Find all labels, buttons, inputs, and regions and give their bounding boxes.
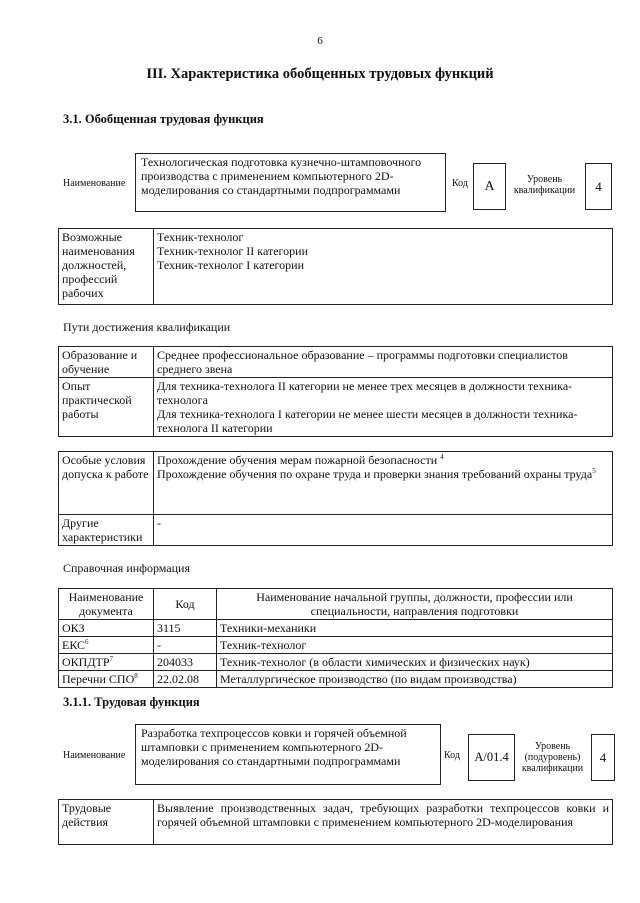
positions-table [58,228,613,305]
section-title: III. Характеристика обобщенных трудовых функций [146,66,494,82]
position-item: Техник-технолог I категории [157,258,304,272]
footnote-ref: 6 [85,638,89,646]
ref-code: 22.02.08 [154,671,217,688]
ref-doc: Перечни СПО [62,672,135,686]
gtf-level-label: Уровень квалификации [513,174,576,196]
tf-level-value: 4 [591,734,615,781]
condition-item: Прохождение обучения по охране труда и проверки знания требований охраны труда$^5$ [157,467,596,481]
ref-doc: ОКЗ [62,621,85,635]
conditions-label: Особые условия допуска к работе [59,452,154,515]
tf-level-label: Уровень (подуровень) квалификации [521,740,584,774]
gtf-name-value: Технологическая подготовка кузнечно-штамповочного производства с применением компьютерного 2D-моделирования со стандартными подпрограммами [135,153,446,212]
education-value: Среднее профессиональное образование – программы подготовки специалистов среднего звена [154,347,613,378]
experience-values [154,378,613,437]
ways-heading: Пути достижения квалификации [63,320,231,334]
ref-col-doc: Наименование документа [59,589,154,620]
ref-code: - [154,637,217,654]
footnote-ref: 8 [134,672,138,680]
condition-item: Прохождение обучения мерам пожарной безопасности $^4$ [157,453,444,467]
positions-values [154,229,613,305]
footnote-ref: 7 [109,655,114,663]
ref-name: Техник-технолог (в области химических и физических наук) [217,654,613,671]
experience-item: Для техника-технолога II категории не менее трех месяцев в должности техника-технолога [157,379,573,407]
position-item: Техник-технолог II категории [157,244,308,258]
ref-col-name: Наименование начальной группы, должности, профессии или специальности, направления подготовки [217,589,613,620]
ref-name: Металлургическое производство (по видам производства) [217,671,613,688]
gtf-level-value: 4 [585,163,612,210]
page-number: 6 [317,35,323,47]
table-row [59,654,613,671]
other-label: Другие характеристики [59,515,154,546]
conditions-values [154,452,613,515]
ref-name: Техники-механики [217,620,613,637]
education-table [58,346,613,437]
gtf-code-value: А [473,163,506,210]
tf-name-label: Наименование [63,750,126,761]
table-row [59,671,613,688]
experience-item: Для техника-технолога I категории не менее шести месяцев в должности техника-технолога II категории [157,407,578,435]
footnote-ref: 5 [592,467,596,475]
table-row [59,637,613,654]
tf-code-label: Код [444,750,460,761]
positions-label: Возможные наименования должностей, профессий рабочих [59,229,154,305]
tf-code-value: А/01.4 [468,734,515,781]
gtf-name-label: Наименование [63,178,126,189]
other-value: - [154,515,613,546]
ref-name: Техник-технолог [217,637,613,654]
gtf-heading: 3.1. Обобщенная трудовая функция [63,112,264,126]
actions-table [58,799,613,845]
reference-heading: Справочная информация [63,561,190,575]
conditions-table [58,451,613,546]
position-item: Техник-технолог [157,230,244,244]
footnote-ref: 4 [440,453,444,461]
actions-value: Выявление производственных задач, требующих разработки техпроцессов ковки и горячей объемной штамповки с применением компьютерного 2D-моделирования [154,800,613,845]
ref-doc: ЕКС [62,638,86,652]
tf-name-value: Разработка техпроцессов ковки и горячей объемной штамповки с применением компьютерного 2D-моделирования со стандартными подпрограммами [135,724,441,785]
gtf-code-label: Код [452,178,468,189]
ref-code: 204033 [154,654,217,671]
ref-code: 3115 [154,620,217,637]
table-row [59,620,613,637]
ref-doc: ОКПДТР [62,655,110,669]
actions-label: Трудовые действия [59,800,154,845]
reference-table [58,588,613,688]
ref-col-code: Код [154,589,217,620]
tf-heading: 3.1.1. Трудовая функция [63,695,200,709]
experience-label: Опыт практической работы [59,378,154,437]
education-label: Образование и обучение [59,347,154,378]
